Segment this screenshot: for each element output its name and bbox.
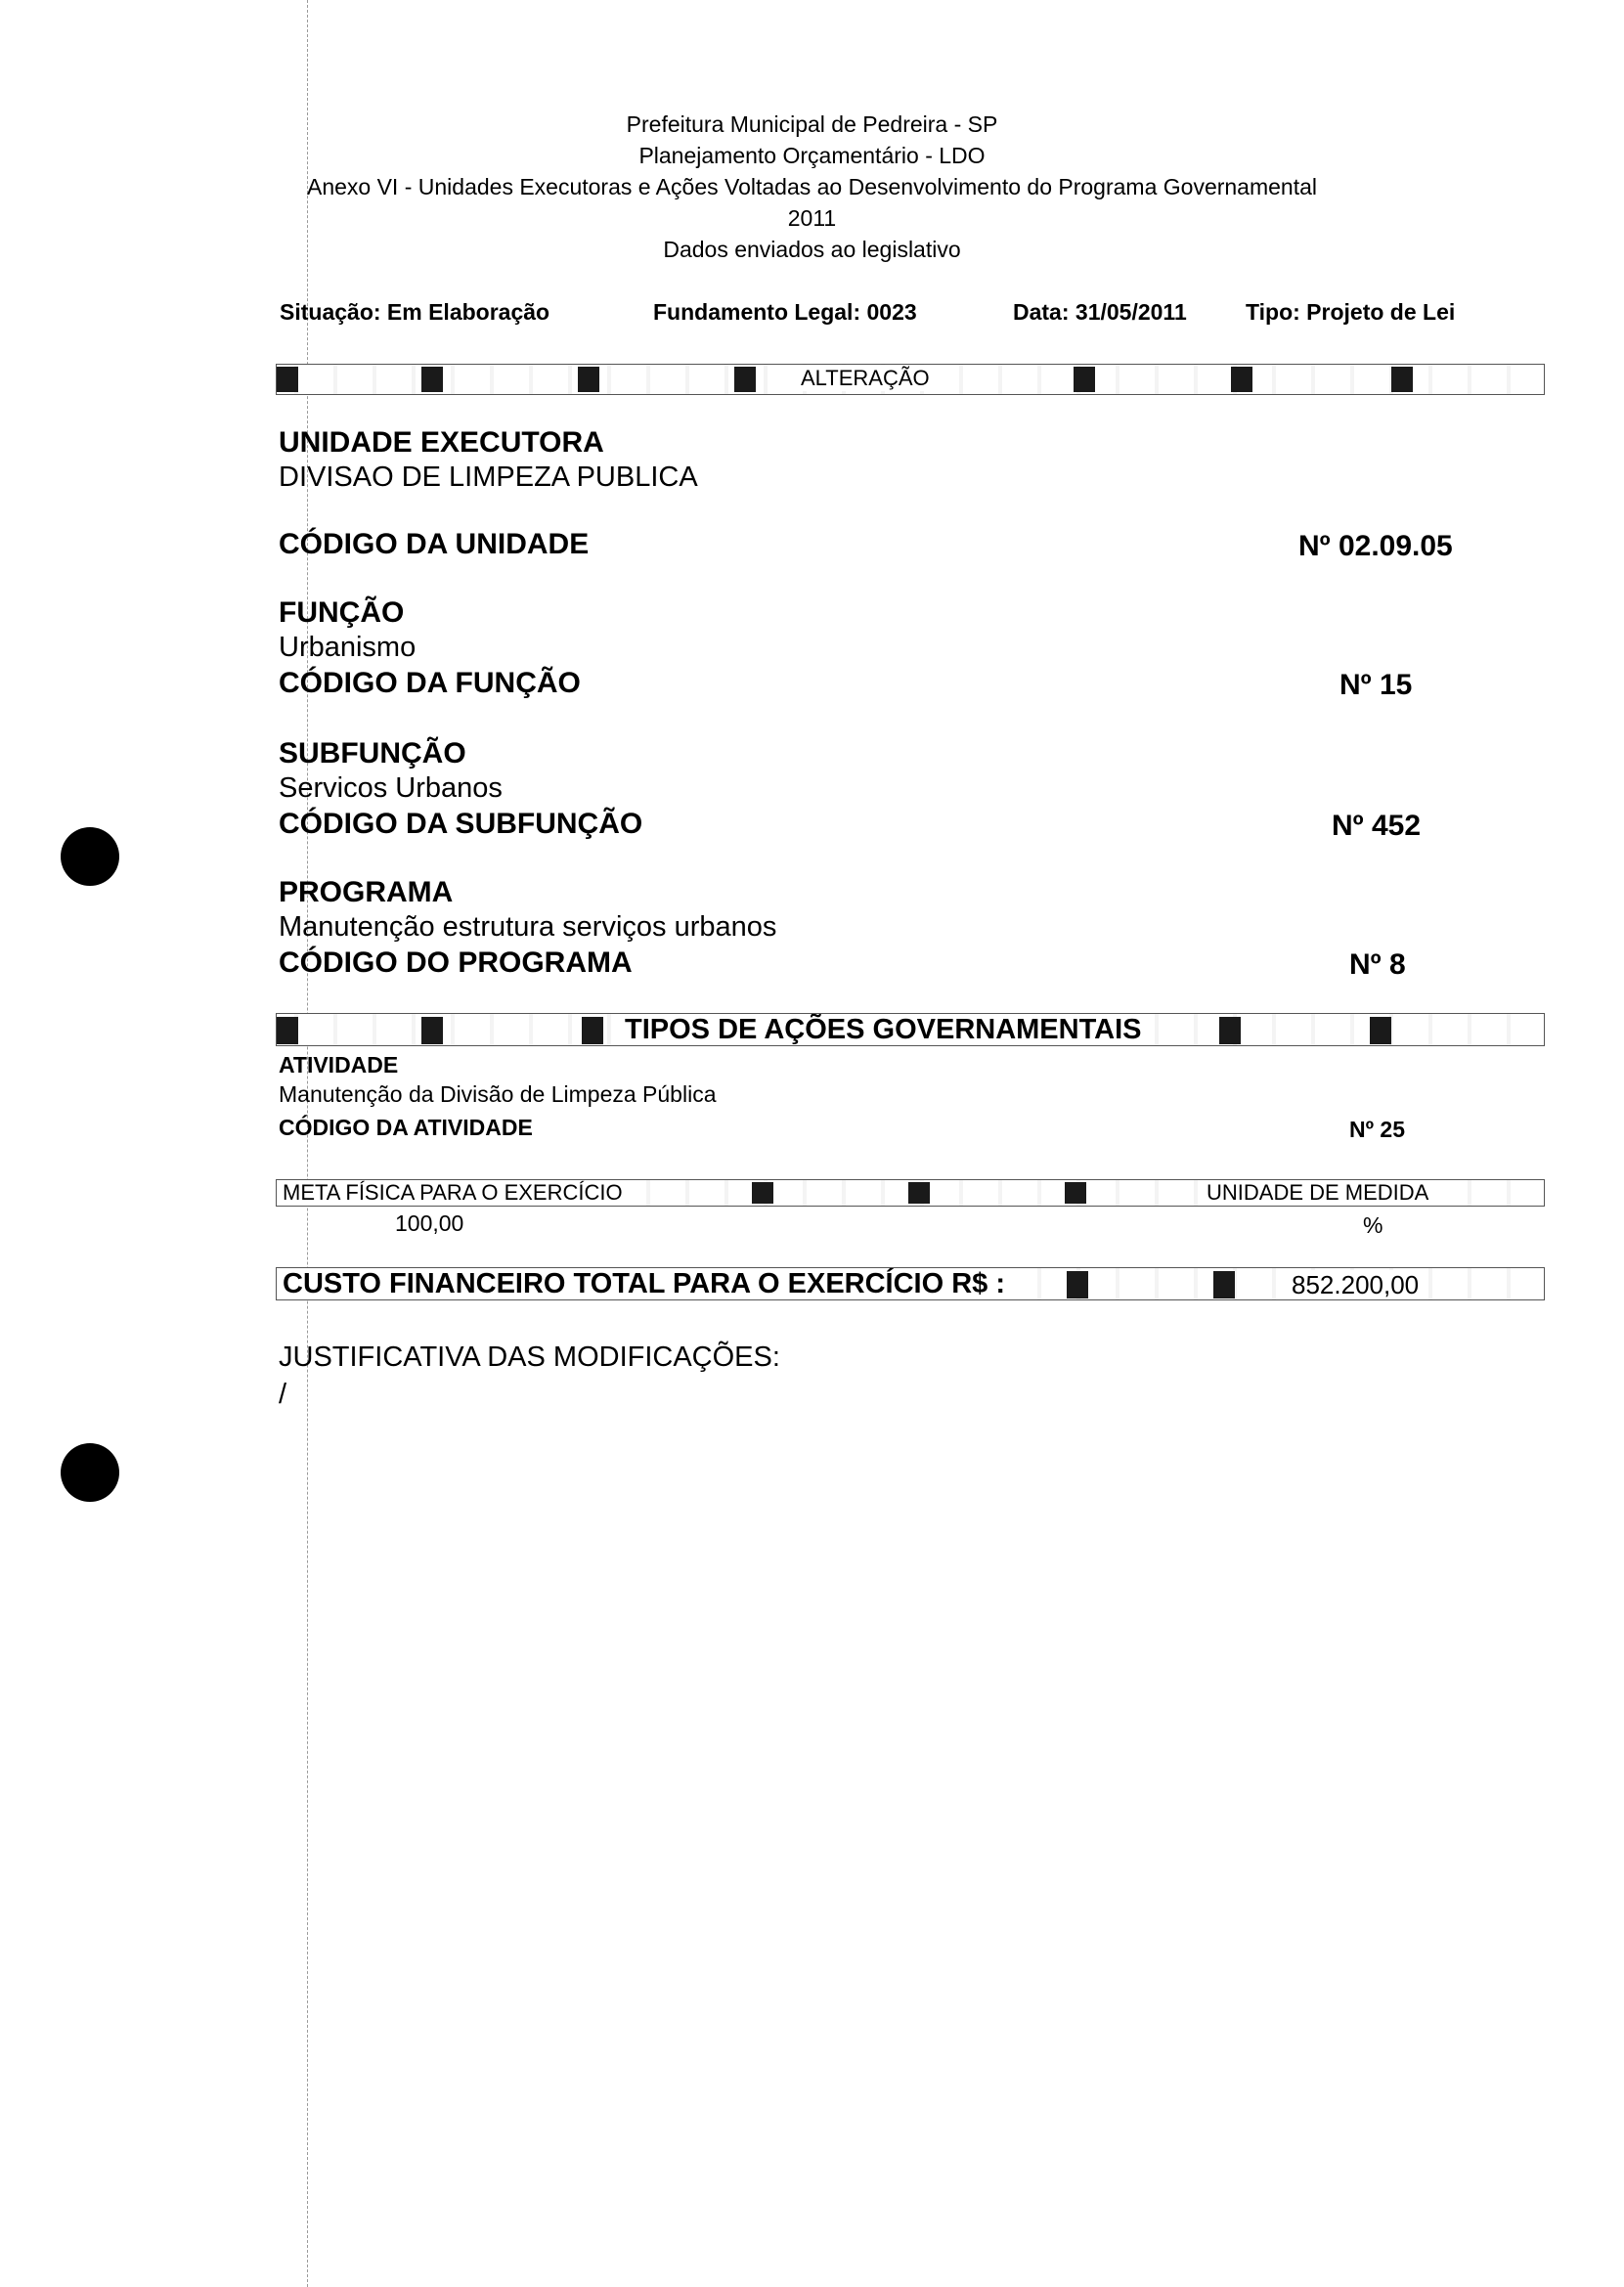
custo-label: CUSTO FINANCEIRO TOTAL PARA O EXERCÍCIO R$ : — [277, 1268, 1011, 1300]
meta-unit: % — [1363, 1212, 1383, 1238]
programa-code-label: CÓDIGO DO PROGRAMA — [279, 946, 633, 979]
alteracao-band — [276, 364, 1545, 395]
alteracao-label: ALTERAÇÃO — [795, 366, 936, 391]
fold-line — [307, 0, 308, 2287]
tipo-label: Tipo: Projeto de Lei — [1246, 299, 1456, 325]
programa-value: Manutenção estrutura serviços urbanos — [279, 911, 777, 943]
unidade-title: UNIDADE EXECUTORA — [279, 426, 604, 459]
atividade-title: ATIVIDADE — [279, 1052, 399, 1078]
subfuncao-code-label: CÓDIGO DA SUBFUNÇÃO — [279, 808, 643, 840]
funcao-code-label: CÓDIGO DA FUNÇÃO — [279, 667, 581, 699]
meta-band — [276, 1179, 1545, 1207]
programa-code: Nº 8 — [1349, 948, 1406, 981]
justificativa-label: JUSTIFICATIVA DAS MODIFICAÇÕES: — [279, 1341, 780, 1373]
programa-title: PROGRAMA — [279, 876, 454, 908]
tipos-band — [276, 1013, 1545, 1046]
meta-value: 100,00 — [395, 1210, 464, 1236]
unidade-value: DIVISAO DE LIMPEZA PUBLICA — [279, 462, 698, 493]
subfuncao-value: Servicos Urbanos — [279, 772, 503, 804]
header-status-note: Dados enviados ao legislativo — [663, 237, 961, 262]
fundamento-label: Fundamento Legal: 0023 — [653, 299, 917, 325]
unidade-code-label: CÓDIGO DA UNIDADE — [279, 528, 590, 560]
funcao-title: FUNÇÃO — [279, 596, 405, 629]
header-planning: Planejamento Orçamentário - LDO — [638, 143, 986, 168]
header-municipality: Prefeitura Municipal de Pedreira - SP — [626, 111, 998, 137]
justificativa-value: / — [279, 1379, 287, 1410]
unit-label: UNIDADE DE MEDIDA — [1201, 1180, 1434, 1206]
header-annex: Anexo VI - Unidades Executoras e Ações Voltadas ao Desenvolvimento do Programa Governamental — [306, 174, 1318, 199]
tipos-label: TIPOS DE AÇÕES GOVERNAMENTAIS — [619, 1014, 1148, 1046]
unidade-code: Nº 02.09.05 — [1298, 530, 1453, 562]
meta-label: META FÍSICA PARA O EXERCÍCIO — [277, 1180, 629, 1206]
data-label: Data: 31/05/2011 — [1013, 299, 1187, 325]
atividade-value: Manutenção da Divisão de Limpeza Pública — [279, 1081, 717, 1107]
funcao-value: Urbanismo — [279, 632, 417, 663]
punch-hole — [61, 827, 119, 886]
header-year: 2011 — [787, 205, 837, 231]
funcao-code: Nº 15 — [1339, 669, 1413, 701]
subfuncao-title: SUBFUNÇÃO — [279, 737, 466, 770]
atividade-code-label: CÓDIGO DA ATIVIDADE — [279, 1115, 533, 1140]
atividade-code: Nº 25 — [1349, 1117, 1405, 1142]
subfuncao-code: Nº 452 — [1332, 810, 1422, 842]
punch-hole — [61, 1443, 119, 1502]
situacao-label: Situação: Em Elaboração — [280, 299, 550, 325]
custo-band — [276, 1267, 1545, 1300]
custo-value: 852.200,00 — [1286, 1270, 1425, 1300]
